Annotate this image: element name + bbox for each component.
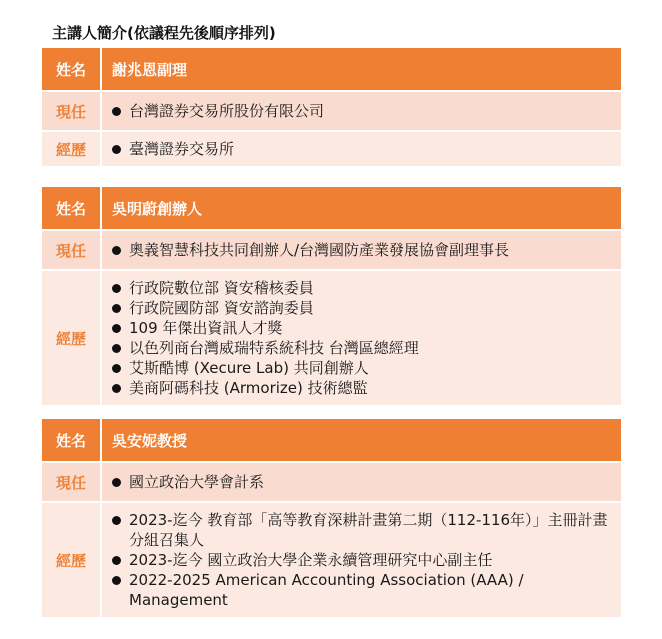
- speaker-name: 吳明蔚創辦人: [112, 199, 203, 218]
- current-label: 現任: [42, 463, 102, 501]
- list-item: 台灣證券交易所股份有限公司: [110, 101, 324, 121]
- list-item: 臺灣證券交易所: [110, 139, 234, 159]
- list-item: 美商阿碼科技 (Armorize) 技術總監: [110, 378, 419, 398]
- current-row: [42, 92, 621, 132]
- name-row: [42, 419, 621, 463]
- history-label: 經歷: [42, 503, 102, 617]
- name-label: 姓名: [42, 419, 102, 461]
- current-label: 現任: [42, 231, 102, 269]
- speaker-card: [42, 187, 621, 405]
- history-label: 經歷: [42, 271, 102, 405]
- speaker-name: 謝兆恩副理: [112, 60, 188, 79]
- history-row: [42, 503, 621, 617]
- current-row: [42, 463, 621, 503]
- list-item: 以色列商台灣威瑞特系統科技 台灣區總經理: [110, 338, 419, 358]
- list-item: 2023-迄今 國立政治大學企業永續管理研究中心副主任: [110, 550, 611, 570]
- name-row: [42, 48, 621, 92]
- speaker-card: [42, 48, 621, 166]
- current-row: [42, 231, 621, 271]
- speaker-card: [42, 419, 621, 617]
- name-label: 姓名: [42, 48, 102, 90]
- page-title: 主講人簡介(依議程先後順序排列): [52, 24, 276, 42]
- list-item: 行政院國防部 資安諮詢委員: [110, 298, 419, 318]
- current-label: 現任: [42, 92, 102, 130]
- history-label: 經歷: [42, 132, 102, 166]
- list-item: 2023-迄今 教育部「高等教育深耕計畫第二期（112-116年）」主冊計畫分組召集人: [110, 510, 611, 550]
- history-row: [42, 132, 621, 166]
- name-row: [42, 187, 621, 231]
- list-item: 109 年傑出資訊人才獎: [110, 318, 419, 338]
- list-item: 奧義智慧科技共同創辦人/台灣國防產業發展協會副理事長: [110, 240, 509, 260]
- list-item: 國立政治大學會計系: [110, 472, 264, 492]
- list-item: 行政院數位部 資安稽核委員: [110, 278, 419, 298]
- list-item: 艾斯酷博 (Xecure Lab) 共同創辦人: [110, 358, 419, 378]
- speaker-name: 吳安妮教授: [112, 431, 188, 450]
- list-item: 2022-2025 American Accounting Association (AAA) / Management: [110, 570, 611, 610]
- history-row: [42, 271, 621, 405]
- name-label: 姓名: [42, 187, 102, 229]
